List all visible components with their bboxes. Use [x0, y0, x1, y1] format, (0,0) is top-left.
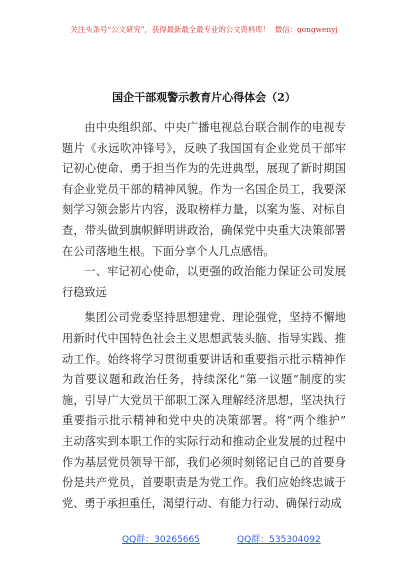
intro-paragraph [62, 118, 346, 262]
text-line: 党、勇于承担重任，渴望行动、有能力行动、确保行动成 [62, 496, 342, 510]
qq-group-1-text: QQ群：30265665 [122, 535, 200, 545]
text-line: 查，带头做到旗帜鲜明讲政治，确保党中央重大决策部署 [62, 223, 346, 237]
text-line: 由中央组织部、中央广播电视总台联合制作的电视专 [84, 121, 346, 134]
text-line: 施，引导广大党员干部职工深入理解经济思想，坚决执行 [62, 393, 346, 407]
text-line: 为首要议题和政治任务，持续深化“第一议题”制度的实 [62, 373, 346, 387]
document-title: 国企干部观警示教育片心得体会（2） [112, 91, 296, 104]
text-line: 一、牢记初心使命，以更强的政治能力保证公司发展 [84, 265, 346, 279]
section-heading [62, 262, 346, 303]
text-line: 刻学习领会影片内容，汲取榜样力量，以案为鉴、对标自 [62, 203, 346, 217]
header-promo-note: 关注头条号“公文研究”，获得最新最全最专业的公文资料库！ 微信：gongwenyj [70, 25, 338, 34]
text-line: 在公司落地生根。下面分享个人几点感悟。 [62, 244, 275, 258]
text-line: 行稳致远 [62, 285, 107, 299]
text-line: 作为基层党员领导干部，我们必须时刻铭记自己的首要身 [62, 455, 346, 469]
text-line: 集团公司党委坚持思想建党、理论强党，坚持不懈地 [84, 311, 346, 325]
text-line: 份是共产党员，首要职责是为党工作。我们应始终忠诚于 [62, 476, 346, 490]
text-line: 重要指示批示精神和党中央的决策部署。将“两个维护” [62, 414, 346, 428]
footer-contacts [122, 534, 321, 546]
document-body [62, 118, 346, 514]
text-line: 主动落实到本职工作的实际行动和推动企业发展的过程中 [62, 434, 346, 448]
text-line: 记初心使命、勇于担当作为的先进典型，展现了新时期国 [62, 162, 346, 176]
text-line: 题片《永远吹冲锋号》，反映了我国国有企业党员干部牢 [62, 141, 346, 155]
section-paragraph [62, 308, 346, 514]
text-line: 有企业党员干部的精神风貌。作为一名国企员工，我要深 [62, 182, 346, 196]
text-line: 用新时代中国特色社会主义思想武装头脑、指导实践、推 [62, 331, 346, 345]
text-line: 动工作。始终将学习贯彻重要讲话和重要指示批示精神作 [62, 352, 346, 366]
qq-group-2-text: QQ群：535304092 [236, 535, 321, 545]
